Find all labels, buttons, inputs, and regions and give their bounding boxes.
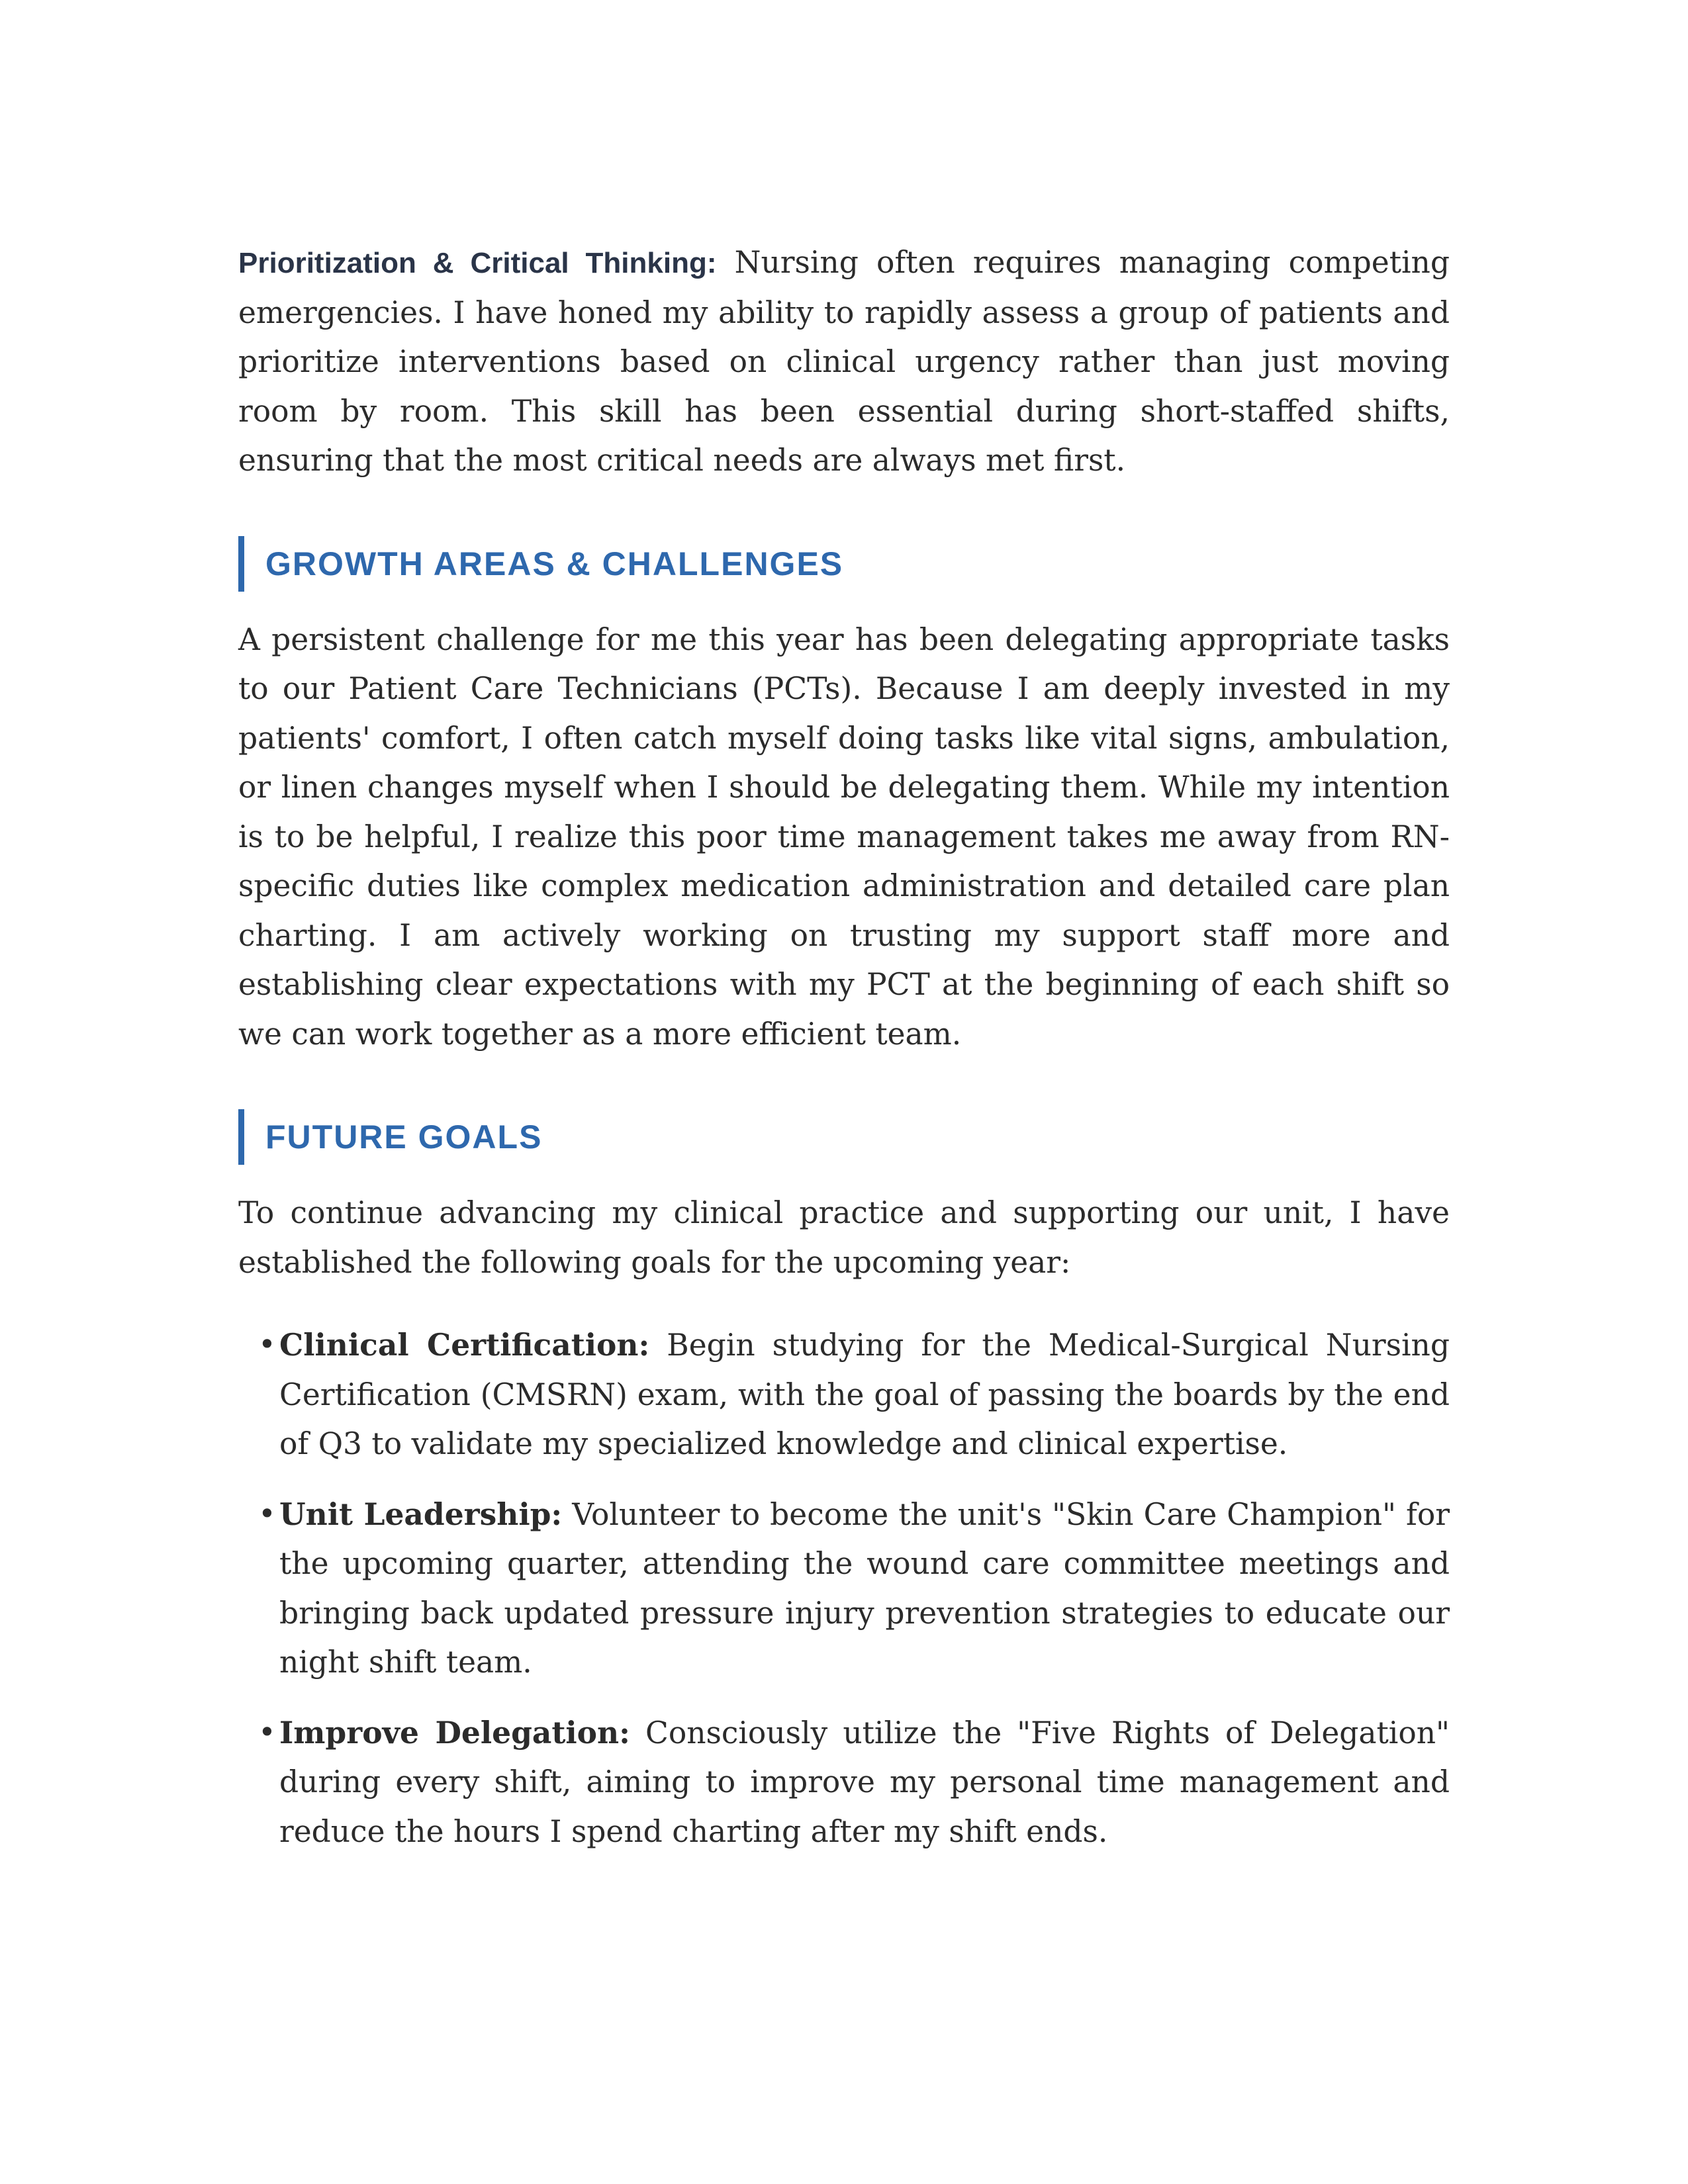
list-item: [258, 1708, 1450, 1857]
growth-section-heading: [238, 536, 1450, 592]
goal-label: Clinical Certification:: [279, 1327, 650, 1363]
list-item: [258, 1320, 1450, 1469]
goal-text: Consciously utilize the "Five Rights of Delegation" during every shift, aiming to improve my personal time management and reduce the hours I spend charting after my shift ends.: [279, 1715, 1450, 1849]
growth-heading-text: GROWTH AREAS & CHALLENGES: [265, 545, 844, 582]
goal-text: Volunteer to become the unit's "Skin Care Champion" for the upcoming quarter, attending the wound care committee meetings and bringing back updated pressure injury prevention strategies to educate our night shift team.: [279, 1496, 1450, 1680]
goal-label: Unit Leadership:: [279, 1496, 563, 1532]
future-intro-paragraph: To continue advancing my clinical practice and supporting our unit, I have established the following goals for the upcoming year:: [238, 1195, 1450, 1280]
document-page: [238, 238, 1450, 1877]
bullet-icon: •: [258, 1496, 276, 1531]
list-item: [258, 1490, 1450, 1688]
goals-list: [238, 1320, 1450, 1856]
future-heading-text: FUTURE GOALS: [265, 1118, 543, 1156]
intro-lead-label: Prioritization & Critical Thinking:: [238, 247, 717, 279]
growth-paragraph: A persistent challenge for me this year has been delegating appropriate tasks to our Patient Care Technicians (PCTs). Because I am deeply invested in my patients' comfort, I often catch myself doing tasks like vital signs, ambulation, or linen changes myself when I should be delegating them. While my intention is to be helpful, I realize this poor time management takes me away from RN-specific duties like complex medication administration and detailed care plan charting. I am actively working on trusting my support staff more and establishing clear expectations with my PCT at the beginning of each shift so we can work together as a more efficient team.: [238, 621, 1450, 1052]
bullet-icon: •: [258, 1714, 276, 1750]
goal-text: Begin studying for the Medical-Surgical Nursing Certification (CMSRN) exam, with the goal of passing the boards by the end of Q3 to validate my specialized knowledge and clinical expertise.: [279, 1328, 1450, 1461]
intro-paragraph: [238, 238, 1450, 486]
bullet-icon: •: [258, 1327, 276, 1362]
goal-label: Improve Delegation:: [279, 1714, 630, 1751]
future-section-heading: [238, 1109, 1450, 1165]
intro-text: Nursing often requires managing competing emergencies. I have honed my ability to rapidly assess a group of patients and prioritize interventions based on clinical urgency rather than just moving room by room. This skill has been essential during short-staffed shifts, ensuring that the most critical needs are always met first.: [238, 245, 1450, 478]
